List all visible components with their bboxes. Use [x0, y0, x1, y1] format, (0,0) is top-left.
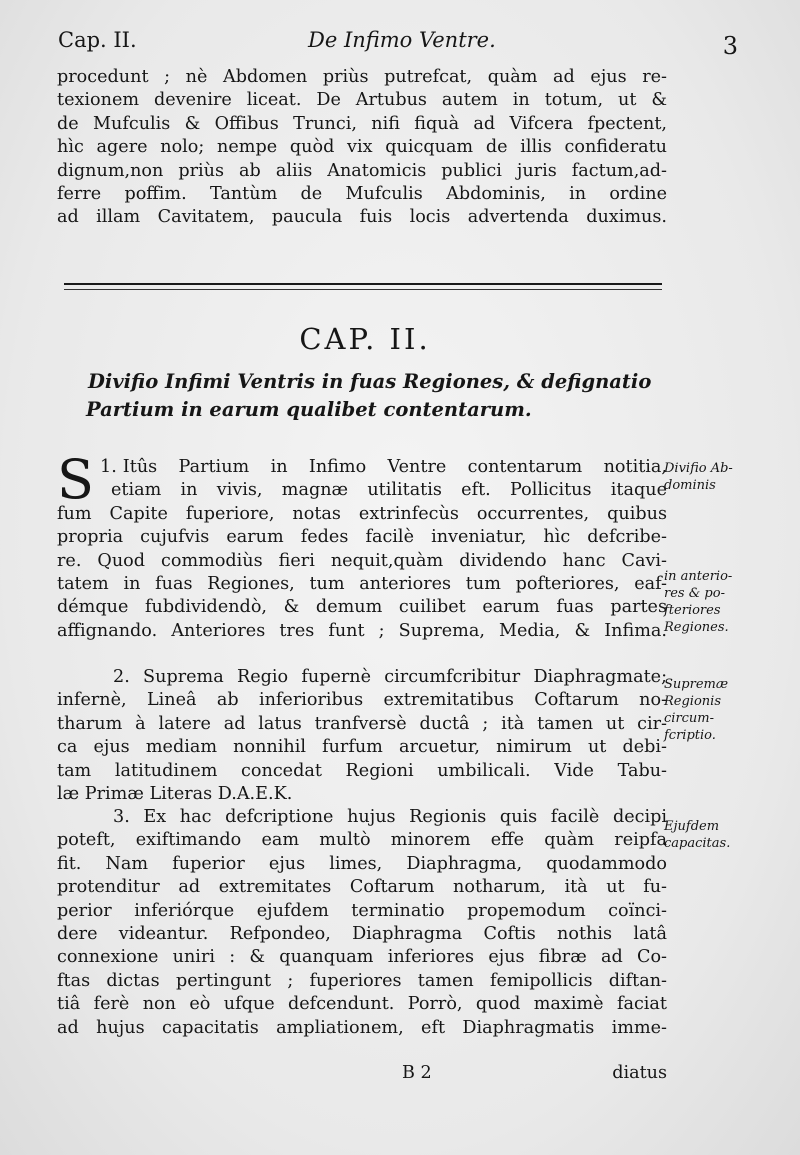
- text-line: texionem devenire liceat. De Artubus autem in totum, ut &: [57, 90, 667, 111]
- paragraph-2: [57, 666, 667, 806]
- text-line: procedunt ; nè Abdomen priùs putrefcat, quàm ad ejus re-: [57, 67, 667, 87]
- text-line: ca ejus mediam nonnihil furfum arcuetur, nimirum ut debi-: [57, 737, 667, 758]
- text-line: hìc agere nolo; nempe quòd vix quicquam de illis confideratu: [57, 137, 667, 158]
- subtitle-line: Divifio Infimi Ventris in fuas Regiones, & defignatio: [88, 370, 652, 393]
- running-title: De Infimo Ventre.: [308, 28, 496, 52]
- section-divider: [64, 283, 662, 285]
- marginal-note-line: circum-: [664, 711, 715, 726]
- paragraph-3: [57, 806, 667, 1040]
- text-line: 3. Ex hac defcriptione hujus Regionis quis facilè decipi: [113, 807, 667, 827]
- text-line: re. Quod commodiùs fieri nequit,quàm dividendo hanc Cavi-: [57, 550, 667, 571]
- text-line: 2. Suprema Regio fupernè circumfcribitur Diaphragmate;: [113, 667, 667, 687]
- text-line: connexione uniri : & quanquam inferiores ejus fibræ ad Co-: [57, 947, 667, 968]
- text-line: poteft, exiftimando eam multò minorem effe quàm reipfa: [57, 830, 667, 851]
- text-line: ferre poffim. Tantùm de Mufculis Abdominis, in ordine: [57, 184, 667, 205]
- marginal-note-line: Ejufdem: [664, 819, 720, 834]
- text-line: ad illam Cavitatem, paucula fuis locis advertenda duximus.: [57, 207, 667, 228]
- text-line: dere videantur. Refpondeo, Diaphragma Coftis nothis latâ: [57, 924, 667, 945]
- marginal-note-line: Regiones.: [664, 620, 729, 635]
- text-line: fit. Nam fuperior ejus limes, Diaphragma, quodammodo: [57, 853, 667, 874]
- chapter-label: Cap. II.: [58, 28, 137, 52]
- signature-mark: B 2: [402, 1063, 432, 1083]
- marginal-note-capacitas: [664, 818, 784, 852]
- marginal-note-line: capacitas.: [664, 836, 731, 851]
- marginal-note-line: in anterio-: [664, 569, 733, 584]
- text-line: tiâ ferè non eò ufque defcendunt. Porrò, quod maximè faciat: [57, 994, 667, 1015]
- text-line: protenditur ad extremitates Coftarum notharum, ità ut fu-: [57, 877, 667, 898]
- paragraph-1: [57, 448, 667, 643]
- top-paragraph: [57, 66, 667, 230]
- text-line: ftas dictas pertingunt ; fuperiores tamen femipollicis diftan-: [57, 970, 667, 991]
- marginal-note-line: Divifio Ab-: [664, 461, 733, 476]
- section-divider-thin: [64, 289, 662, 290]
- marginal-note-line: dominis: [664, 478, 716, 493]
- drop-cap: S: [57, 448, 94, 511]
- marginal-note-divisio: [664, 460, 784, 494]
- running-header: [58, 28, 738, 60]
- text-line: dignum,non priùs ab aliis Anatomicis publici juris factum,ad-: [57, 160, 667, 181]
- marginal-note-suprema: [664, 676, 784, 744]
- marginal-note-line: Regionis: [664, 694, 721, 709]
- page-number: 3: [722, 32, 738, 60]
- text-line: fum Capite fuperiore, notas extrinfecùs occurrentes, quibus: [57, 503, 667, 524]
- paragraph-number: 1.: [100, 457, 117, 477]
- text-line: tatem in fuas Regiones, tum anteriores tum pofteriores, eaf-: [57, 574, 667, 595]
- text-line: ad hujus capacitatis ampliationem, eft Diaphragmatis imme-: [57, 1017, 667, 1038]
- text-line: tam latitudinem concedat Regioni umbilicali. Vide Tabu-: [57, 760, 667, 781]
- marginal-note-regiones: [664, 568, 784, 636]
- text-line: infernè, Lineâ ab inferioribus extremitatibus Coftarum no-: [57, 690, 667, 711]
- text-line-content: Itûs Partium in Infimo Ventre contentarum notitia,: [122, 457, 667, 477]
- text-line: de Mufculis & Offibus Trunci, nifi fiquà ad Vifcera fpectent,: [57, 113, 667, 134]
- text-line: læ Primæ Literas D.A.E.K.: [57, 784, 293, 805]
- marginal-note-line: Supremæ: [664, 677, 729, 692]
- marginal-note-line: fcriptio.: [664, 728, 716, 743]
- text-line: etiam in vivis, magnæ utilitatis eft. Pollicitus itaque: [111, 480, 667, 501]
- text-line: propria cujufvis earum fedes facilè inveniatur, hìc defcribe-: [57, 527, 667, 548]
- text-line: démque fubdividendò, & demum cuilibet earum fuas partes: [57, 597, 667, 618]
- catchword: diatus: [612, 1063, 667, 1083]
- text-line: perior inferiórque ejufdem terminatio propemodum coïnci-: [57, 900, 667, 921]
- chapter-title: CAP. II.: [299, 322, 431, 356]
- subtitle-line: Partium in earum qualibet contentarum.: [86, 398, 532, 421]
- text-line: tharum à latere ad latus tranfversè ductâ ; ità tamen ut cir-: [57, 713, 667, 734]
- marginal-note-line: fteriores: [664, 603, 721, 618]
- marginal-note-line: res & po-: [664, 586, 725, 601]
- text-line: affignando. Anteriores tres funt ; Suprema, Media, & Infima.: [57, 620, 667, 641]
- chapter-subtitle: [88, 368, 651, 424]
